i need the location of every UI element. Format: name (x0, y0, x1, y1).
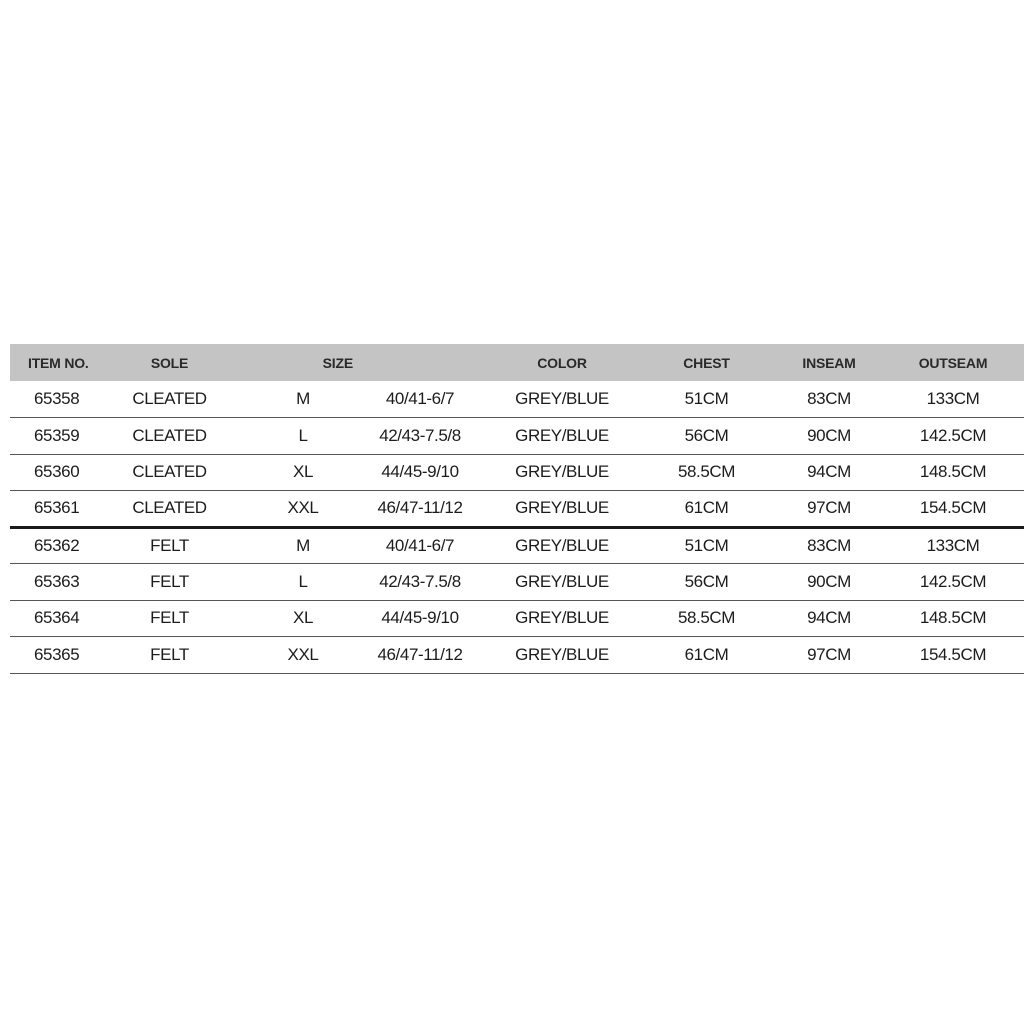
cell-sole: FELT (150, 644, 189, 664)
cell-color: GREY/BLUE (515, 571, 609, 591)
cell-item-no: 65360 (34, 462, 80, 482)
cell-sole: FELT (150, 571, 189, 591)
cell-color: GREY/BLUE (515, 608, 609, 628)
cell-outseam: 142.5CM (919, 425, 987, 445)
cell-item-no: 65358 (34, 389, 80, 408)
cell-size: M (296, 389, 310, 408)
table-row (10, 454, 1024, 491)
header-item-no: ITEM NO. (28, 354, 89, 371)
cell-size-code: 46/47-11/12 (377, 498, 463, 518)
cell-color: GREY/BLUE (515, 462, 609, 482)
cell-outseam: 142.5CM (919, 571, 987, 591)
cell-size-code: 42/43-7.5/8 (379, 571, 461, 591)
header-size: SIZE (322, 354, 353, 371)
cell-size: XL (293, 462, 313, 482)
cell-item-no: 65359 (34, 425, 80, 445)
cell-inseam: 97CM (807, 498, 851, 518)
cell-color: GREY/BLUE (515, 644, 609, 664)
cell-size: XXL (287, 644, 319, 664)
cell-size: L (298, 425, 308, 445)
cell-color: GREY/BLUE (515, 389, 609, 408)
table-row (10, 600, 1024, 637)
cell-outseam: 133CM (926, 389, 980, 408)
cell-item-no: 65365 (34, 644, 80, 664)
cell-chest: 61CM (684, 644, 729, 664)
cell-inseam: 83CM (807, 535, 851, 555)
cell-item-no: 65363 (34, 571, 80, 591)
table-row (10, 564, 1024, 601)
cell-outseam: 154.5CM (919, 644, 987, 664)
cell-inseam: 83CM (807, 389, 851, 408)
cell-size-code: 44/45-9/10 (381, 462, 459, 482)
cell-sole: FELT (150, 535, 189, 555)
header-inseam: INSEAM (802, 354, 856, 371)
cell-size-code: 42/43-7.5/8 (379, 425, 461, 445)
header-sole: SOLE (150, 354, 189, 371)
table-row (10, 491, 1024, 528)
cell-inseam: 94CM (807, 462, 851, 482)
header-row (10, 344, 1024, 381)
table-row (10, 527, 1024, 564)
cell-outseam: 148.5CM (919, 608, 987, 628)
cell-size: XL (293, 608, 313, 628)
cell-sole: CLEATED (132, 389, 207, 408)
header-color: COLOR (537, 354, 587, 371)
cell-chest: 58.5CM (677, 462, 736, 482)
cell-sole: CLEATED (132, 498, 207, 518)
cell-size-code: 46/47-11/12 (377, 644, 463, 664)
header-size-code (353, 344, 487, 381)
cell-item-no: 65362 (34, 535, 80, 555)
cell-inseam: 94CM (807, 608, 851, 628)
cell-item-no: 65361 (34, 498, 80, 518)
cell-chest: 51CM (684, 535, 729, 555)
table-row (10, 637, 1024, 674)
cell-chest: 51CM (684, 389, 729, 408)
cell-color: GREY/BLUE (515, 498, 609, 518)
cell-chest: 61CM (684, 498, 729, 518)
cell-chest: 56CM (684, 425, 729, 445)
cell-inseam: 97CM (807, 644, 851, 664)
cell-sole: CLEATED (132, 425, 207, 445)
cell-inseam: 90CM (807, 425, 851, 445)
cell-size-code: 44/45-9/10 (381, 608, 459, 628)
spec-table (10, 344, 1024, 674)
table-body (10, 381, 1024, 673)
cell-outseam: 154.5CM (919, 498, 987, 518)
header-outseam: OUTSEAM (918, 354, 988, 371)
table-header (10, 344, 1024, 381)
cell-sole: CLEATED (132, 462, 207, 482)
header-chest: CHEST (683, 354, 730, 371)
cell-sole: FELT (150, 608, 189, 628)
cell-size: XXL (287, 498, 319, 518)
cell-size: L (298, 571, 308, 591)
cell-inseam: 90CM (807, 571, 851, 591)
cell-chest: 56CM (684, 571, 729, 591)
cell-size-code: 40/41-6/7 (385, 389, 455, 408)
cell-color: GREY/BLUE (515, 425, 609, 445)
cell-outseam: 133CM (926, 535, 980, 555)
cell-color: GREY/BLUE (515, 535, 609, 555)
table-row (10, 381, 1024, 418)
cell-outseam: 148.5CM (919, 462, 987, 482)
cell-item-no: 65364 (34, 608, 80, 628)
cell-size: M (296, 535, 310, 555)
cell-size-code: 40/41-6/7 (385, 535, 455, 555)
table-row (10, 418, 1024, 455)
cell-chest: 58.5CM (677, 608, 736, 628)
